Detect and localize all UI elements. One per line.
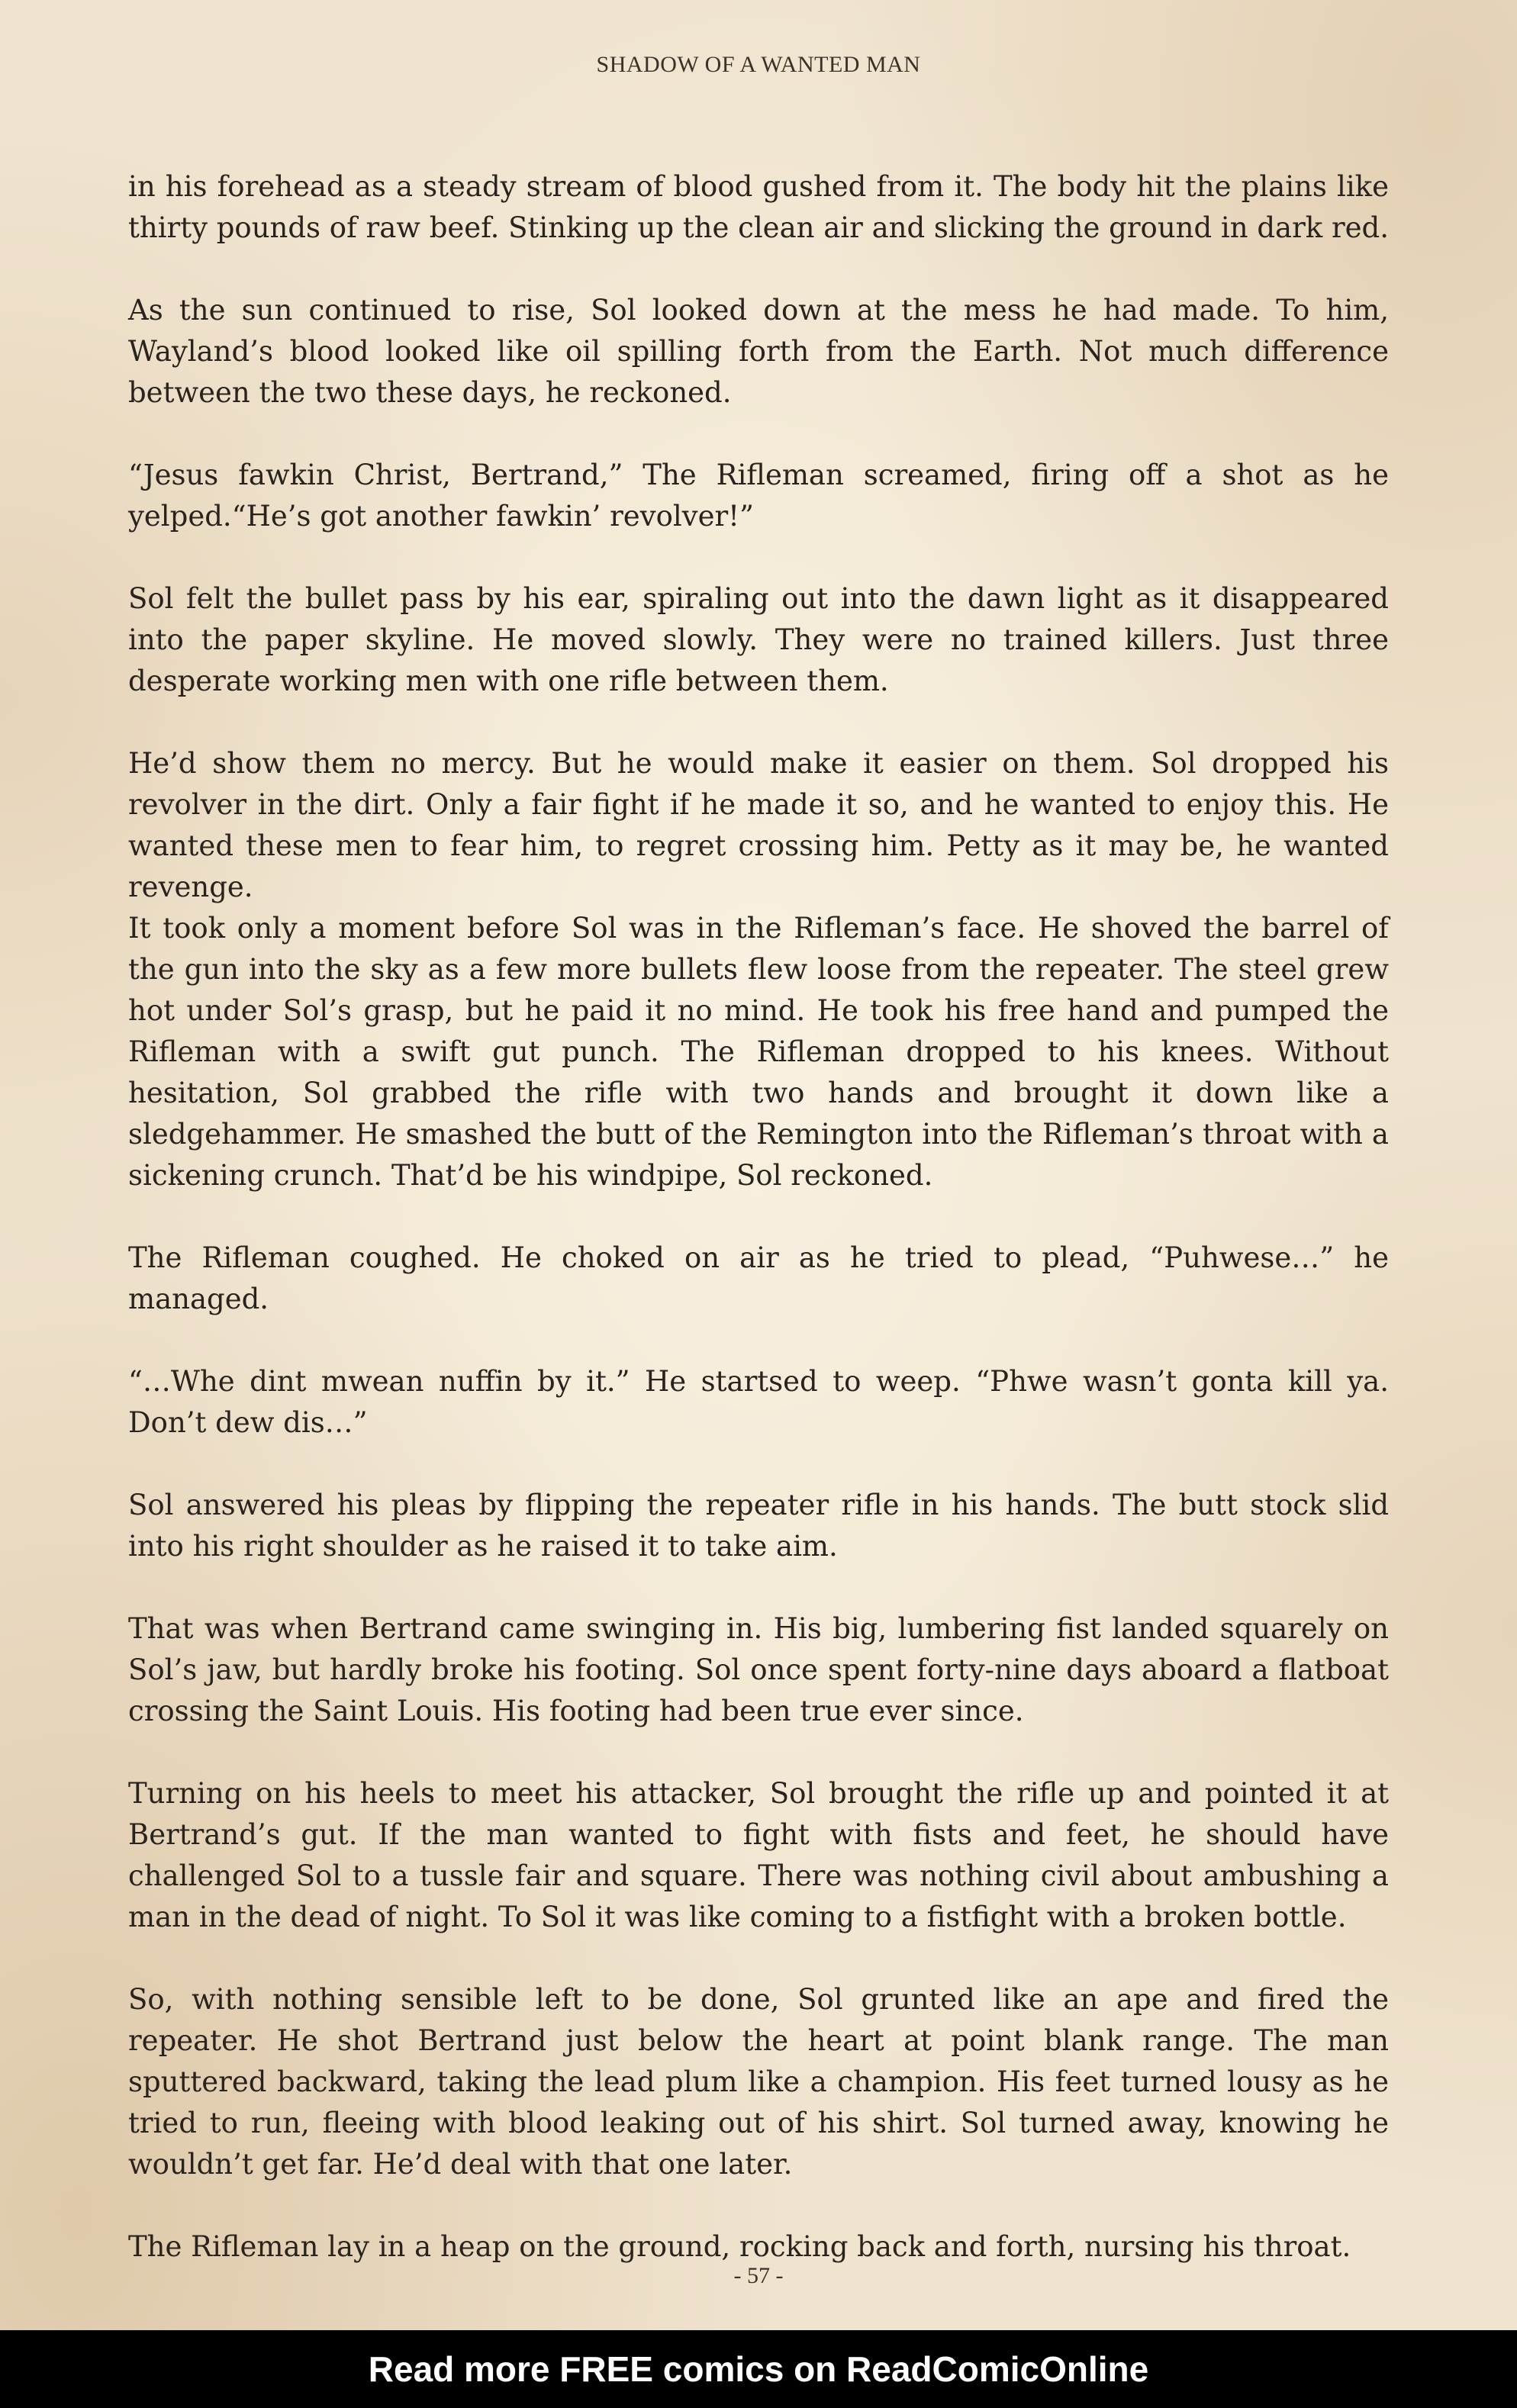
paragraph: “…Whe dint mwean nuffin by it.” He startsed to weep. “Phwe wasn’t gonta kill ya. Don’t dew dis…” xyxy=(128,1365,1389,1439)
paragraph: The Rifleman lay in a heap on the ground, rocking back and forth, nursing his throat. xyxy=(128,2230,1351,2263)
paragraph: He’d show them no mercy. But he would make it easier on them. Sol dropped his revolver in the dirt. Only a fair fight if he made it so, and he wanted to enjoy this. He wanted these men to fear him, to regret crossing him. Petty as it may be, he wanted revenge. xyxy=(128,747,1389,903)
paragraph: So, with nothing sensible left to be done, Sol grunted like an ape and fired the repeater. He shot Bertrand just below the heart at point blank range. The man sputtered backward, taking the lead plum like a champion. His feet turned lousy as he tried to run, fleeing with blood leaking out of his shirt. Sol turned away, knowing he wouldn’t get far. He’d deal with that one later. xyxy=(128,1983,1389,2181)
running-title: SHADOW OF A WANTED MAN xyxy=(596,52,921,77)
promo-banner[interactable] xyxy=(0,2330,1517,2408)
paragraph: in his forehead as a steady stream of blood gushed from it. The body hit the plains like thirty pounds of raw beef. Stinking up the clean air and slicking the ground in dark red. xyxy=(128,170,1389,244)
paragraph: Sol answered his pleas by flipping the repeater rifle in his hands. The butt stock slid into his right shoulder as he raised it to take aim. xyxy=(128,1489,1389,1563)
paragraph: As the sun continued to rise, Sol looked down at the mess he had made. To him, Wayland’s blood looked like oil spilling forth from the Earth. Not much difference between the two these days, he reckoned. xyxy=(128,294,1389,409)
page-number: - 57 - xyxy=(733,2263,784,2288)
paragraph: That was when Bertrand came swinging in. His big, lumbering fist landed squarely on Sol’s jaw, but hardly broke his footing. Sol once spent forty-nine days aboard a flatboat crossing the Saint Louis. His footing had been true ever since. xyxy=(128,1612,1389,1727)
paragraph: Sol felt the bullet pass by his ear, spiraling out into the dawn light as it disappeared into the paper skyline. He moved slowly. They were no trained killers. Just three desperate working men with one rifle between them. xyxy=(128,582,1389,697)
paragraph: The Rifleman coughed. He choked on air as he tried to plead, “Puhwese…” he managed. xyxy=(128,1241,1389,1315)
promo-banner-text: Read more FREE comics on ReadComicOnline xyxy=(368,2349,1149,2389)
paragraph: Turning on his heels to meet his attacker, Sol brought the rifle up and pointed it at Bertrand’s gut. If the man wanted to fight with fists and feet, he should have challenged Sol to a tussle fair and square. There was nothing civil about ambushing a man in the dead of night. To Sol it was like coming to a fistfight with a broken bottle. xyxy=(128,1777,1389,1933)
paragraph: “Jesus fawkin Christ, Bertrand,” The Rifleman screamed, firing off a shot as he yelped.“He’s got another fawkin’ revolver!” xyxy=(128,459,1389,533)
body-text xyxy=(128,166,1389,2268)
paragraph: It took only a moment before Sol was in the Rifleman’s face. He shoved the barrel of the gun into the sky as a few more bullets flew loose from the repeater. The steel grew hot under Sol’s grasp, but he paid it no mind. He took his free hand and pumped the Rifleman with a swift gut punch. The Rifleman dropped to his knees. Without hesitation, Sol grabbed the rifle with two hands and brought it down like a sledgehammer. He smashed the butt of the Remington into the Rifleman’s throat with a sickening crunch. That’d be his windpipe, Sol reckoned. xyxy=(128,912,1389,1192)
